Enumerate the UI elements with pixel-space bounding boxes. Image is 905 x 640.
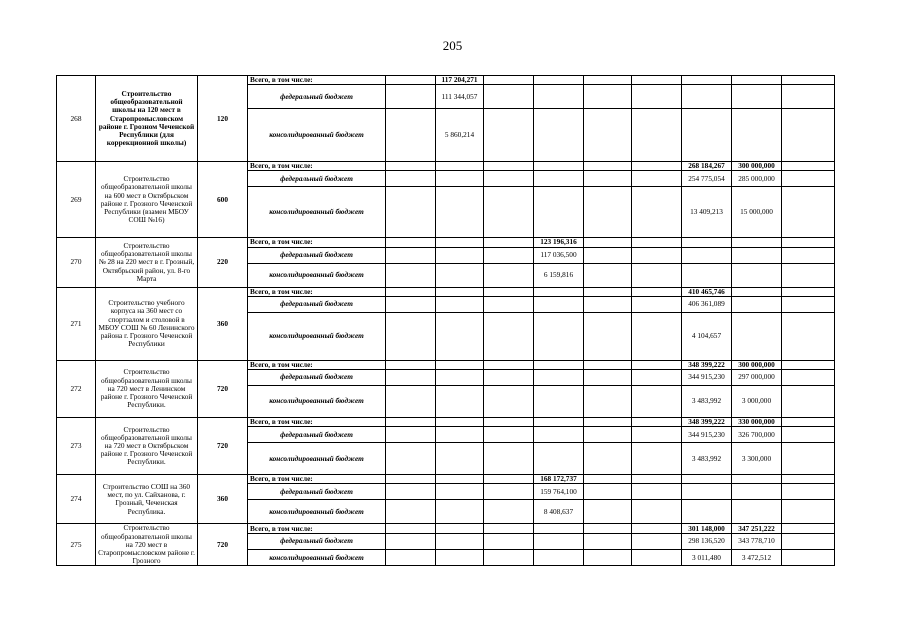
amount-cell: 3 011,480: [682, 550, 732, 566]
object-name: Строительство общеобразовательной школы на 720 мест в Старопромысловском районе г. Грозного: [96, 524, 198, 566]
amount-cell: 410 465,746: [682, 287, 732, 296]
empty-cell: [782, 443, 835, 475]
amount-cell: 3 000,000: [732, 386, 782, 418]
amount-cell: [534, 162, 584, 171]
funding-source: Всего, в том числе:: [248, 360, 386, 369]
row-number: 272: [57, 360, 96, 417]
empty-cell: [386, 360, 436, 369]
capacity: 600: [198, 162, 248, 238]
empty-cell: [584, 427, 632, 443]
empty-cell: [484, 427, 534, 443]
amount-cell: [436, 263, 484, 287]
empty-cell: [484, 370, 534, 386]
amount-cell: [732, 296, 782, 312]
empty-cell: [484, 524, 534, 533]
empty-cell: [386, 550, 436, 566]
empty-cell: [584, 443, 632, 475]
amount-cell: [534, 312, 584, 360]
row-number: 270: [57, 238, 96, 287]
amount-cell: [534, 296, 584, 312]
empty-cell: [782, 76, 835, 85]
empty-cell: [386, 500, 436, 524]
empty-cell: [782, 360, 835, 369]
amount-cell: 347 251,222: [732, 524, 782, 533]
empty-cell: [632, 370, 682, 386]
amount-cell: [534, 533, 584, 549]
empty-cell: [632, 524, 682, 533]
empty-cell: [584, 238, 632, 247]
empty-cell: [484, 360, 534, 369]
empty-cell: [386, 296, 436, 312]
empty-cell: [632, 162, 682, 171]
amount-cell: [682, 238, 732, 247]
empty-cell: [484, 247, 534, 263]
amount-cell: [534, 370, 584, 386]
empty-cell: [632, 187, 682, 238]
amount-cell: 268 184,267: [682, 162, 732, 171]
amount-cell: [732, 247, 782, 263]
empty-cell: [632, 287, 682, 296]
row-number: 271: [57, 287, 96, 360]
amount-cell: [534, 187, 584, 238]
amount-cell: 3 483,992: [682, 386, 732, 418]
empty-cell: [484, 533, 534, 549]
amount-cell: [682, 263, 732, 287]
funding-source: Всего, в том числе:: [248, 524, 386, 533]
amount-cell: [732, 500, 782, 524]
amount-cell: 300 000,000: [732, 360, 782, 369]
empty-cell: [782, 533, 835, 549]
empty-cell: [782, 475, 835, 484]
table-row: [57, 418, 835, 427]
empty-cell: [584, 76, 632, 85]
amount-cell: 348 399,222: [682, 418, 732, 427]
amount-cell: [436, 187, 484, 238]
empty-cell: [386, 247, 436, 263]
empty-cell: [782, 484, 835, 500]
amount-cell: [732, 287, 782, 296]
empty-cell: [782, 171, 835, 187]
amount-cell: [732, 263, 782, 287]
empty-cell: [782, 238, 835, 247]
empty-cell: [484, 263, 534, 287]
amount-cell: [534, 443, 584, 475]
empty-cell: [484, 238, 534, 247]
empty-cell: [632, 500, 682, 524]
empty-cell: [584, 247, 632, 263]
amount-cell: [682, 247, 732, 263]
funding-source: Всего, в том числе:: [248, 76, 386, 85]
empty-cell: [632, 533, 682, 549]
empty-cell: [632, 360, 682, 369]
empty-cell: [584, 550, 632, 566]
capacity: 720: [198, 524, 248, 566]
empty-cell: [484, 386, 534, 418]
empty-cell: [584, 162, 632, 171]
funding-source: федеральный бюджет: [248, 533, 386, 549]
row-number: 273: [57, 418, 96, 475]
empty-cell: [484, 296, 534, 312]
empty-cell: [386, 475, 436, 484]
empty-cell: [782, 287, 835, 296]
amount-cell: 13 409,213: [682, 187, 732, 238]
amount-cell: 117 036,500: [534, 247, 584, 263]
amount-cell: 123 196,316: [534, 238, 584, 247]
empty-cell: [782, 312, 835, 360]
amount-cell: [682, 109, 732, 162]
empty-cell: [484, 171, 534, 187]
funding-source: федеральный бюджет: [248, 247, 386, 263]
funding-source: консолидированный бюджет: [248, 550, 386, 566]
amount-cell: 168 172,737: [534, 475, 584, 484]
funding-source: консолидированный бюджет: [248, 187, 386, 238]
funding-source: федеральный бюджет: [248, 171, 386, 187]
table-row: [57, 524, 835, 533]
empty-cell: [782, 187, 835, 238]
empty-cell: [584, 263, 632, 287]
amount-cell: 117 204,271: [436, 76, 484, 85]
amount-cell: [732, 238, 782, 247]
amount-cell: 8 408,637: [534, 500, 584, 524]
amount-cell: 3 300,000: [732, 443, 782, 475]
amount-cell: [682, 484, 732, 500]
amount-cell: 297 000,000: [732, 370, 782, 386]
amount-cell: [534, 418, 584, 427]
empty-cell: [484, 76, 534, 85]
empty-cell: [632, 418, 682, 427]
empty-cell: [782, 550, 835, 566]
funding-source: Всего, в том числе:: [248, 162, 386, 171]
empty-cell: [484, 484, 534, 500]
empty-cell: [782, 85, 835, 109]
amount-cell: [436, 296, 484, 312]
empty-cell: [632, 312, 682, 360]
funding-source: консолидированный бюджет: [248, 312, 386, 360]
amount-cell: 159 764,100: [534, 484, 584, 500]
amount-cell: [436, 171, 484, 187]
empty-cell: [484, 162, 534, 171]
amount-cell: [732, 109, 782, 162]
capacity: 720: [198, 360, 248, 417]
amount-cell: [534, 427, 584, 443]
amount-cell: [682, 500, 732, 524]
amount-cell: [534, 386, 584, 418]
empty-cell: [782, 500, 835, 524]
table-row: [57, 287, 835, 296]
amount-cell: [534, 109, 584, 162]
empty-cell: [386, 533, 436, 549]
empty-cell: [584, 370, 632, 386]
empty-cell: [632, 550, 682, 566]
row-number: 268: [57, 76, 96, 162]
row-number: 274: [57, 475, 96, 524]
funding-source: Всего, в том числе:: [248, 238, 386, 247]
empty-cell: [782, 524, 835, 533]
empty-cell: [584, 171, 632, 187]
object-name: Строительство СОШ на 360 мест, по ул. Сайханова, г. Грозный, Чеченская Республика.: [96, 475, 198, 524]
amount-cell: [436, 475, 484, 484]
amount-cell: [534, 550, 584, 566]
amount-cell: 3 472,512: [732, 550, 782, 566]
amount-cell: 15 000,000: [732, 187, 782, 238]
empty-cell: [386, 162, 436, 171]
empty-cell: [782, 109, 835, 162]
amount-cell: 5 860,214: [436, 109, 484, 162]
table-row: [57, 475, 835, 484]
funding-source: консолидированный бюджет: [248, 386, 386, 418]
row-number: 269: [57, 162, 96, 238]
funding-source: Всего, в том числе:: [248, 475, 386, 484]
empty-cell: [386, 287, 436, 296]
empty-cell: [484, 500, 534, 524]
empty-cell: [484, 85, 534, 109]
amount-cell: [436, 287, 484, 296]
amount-cell: [436, 386, 484, 418]
amount-cell: [732, 76, 782, 85]
amount-cell: [436, 418, 484, 427]
amount-cell: [534, 85, 584, 109]
amount-cell: [682, 475, 732, 484]
empty-cell: [484, 418, 534, 427]
amount-cell: 3 483,992: [682, 443, 732, 475]
amount-cell: [436, 500, 484, 524]
empty-cell: [632, 85, 682, 109]
amount-cell: [436, 247, 484, 263]
funding-source: консолидированный бюджет: [248, 109, 386, 162]
table-row: [57, 238, 835, 247]
amount-cell: [436, 370, 484, 386]
empty-cell: [782, 162, 835, 171]
empty-cell: [782, 370, 835, 386]
empty-cell: [484, 443, 534, 475]
amount-cell: [534, 287, 584, 296]
amount-cell: 111 344,057: [436, 85, 484, 109]
empty-cell: [632, 484, 682, 500]
amount-cell: 301 148,000: [682, 524, 732, 533]
funding-source: Всего, в том числе:: [248, 287, 386, 296]
empty-cell: [632, 427, 682, 443]
empty-cell: [632, 296, 682, 312]
object-name: Строительство общеобразовательной школы на 720 мест в Октябрьском районе г. Грозного Чеченской Республики.: [96, 418, 198, 475]
amount-cell: 4 104,657: [682, 312, 732, 360]
amount-cell: [534, 360, 584, 369]
empty-cell: [386, 418, 436, 427]
amount-cell: [732, 85, 782, 109]
table-row: [57, 76, 835, 85]
amount-cell: [436, 484, 484, 500]
table-body: [57, 76, 835, 566]
empty-cell: [584, 287, 632, 296]
amount-cell: [436, 533, 484, 549]
empty-cell: [386, 76, 436, 85]
funding-source: федеральный бюджет: [248, 484, 386, 500]
empty-cell: [584, 109, 632, 162]
empty-cell: [484, 187, 534, 238]
funding-source: Всего, в том числе:: [248, 418, 386, 427]
amount-cell: 343 778,710: [732, 533, 782, 549]
capacity: 720: [198, 418, 248, 475]
page-number: 205: [442, 38, 463, 53]
object-name: Строительство общеобразовательной школы № 28 на 220 мест в г. Грозный, Октябрьский район, ул. 8-го Марта: [96, 238, 198, 287]
empty-cell: [386, 109, 436, 162]
amount-cell: [436, 550, 484, 566]
amount-cell: [534, 524, 584, 533]
empty-cell: [386, 238, 436, 247]
empty-cell: [782, 296, 835, 312]
empty-cell: [386, 171, 436, 187]
empty-cell: [632, 386, 682, 418]
table-row: [57, 360, 835, 369]
empty-cell: [584, 500, 632, 524]
amount-cell: [534, 76, 584, 85]
empty-cell: [632, 109, 682, 162]
financing-table: [56, 75, 835, 566]
empty-cell: [584, 386, 632, 418]
empty-cell: [782, 386, 835, 418]
amount-cell: [436, 238, 484, 247]
empty-cell: [584, 296, 632, 312]
empty-cell: [584, 418, 632, 427]
capacity: 220: [198, 238, 248, 287]
empty-cell: [386, 427, 436, 443]
amount-cell: [534, 171, 584, 187]
empty-cell: [782, 427, 835, 443]
funding-source: федеральный бюджет: [248, 427, 386, 443]
empty-cell: [632, 247, 682, 263]
empty-cell: [632, 171, 682, 187]
empty-cell: [484, 312, 534, 360]
empty-cell: [632, 238, 682, 247]
empty-cell: [386, 85, 436, 109]
object-name: Строительство общеобразовательной школы на 720 мест в Ленинском районе г. Грозного Чеченской Республики.: [96, 360, 198, 417]
empty-cell: [632, 475, 682, 484]
empty-cell: [386, 187, 436, 238]
empty-cell: [584, 312, 632, 360]
empty-cell: [782, 418, 835, 427]
capacity: 360: [198, 475, 248, 524]
empty-cell: [782, 263, 835, 287]
amount-cell: [682, 85, 732, 109]
amount-cell: 344 915,230: [682, 370, 732, 386]
amount-cell: [732, 475, 782, 484]
empty-cell: [484, 287, 534, 296]
empty-cell: [386, 263, 436, 287]
funding-source: федеральный бюджет: [248, 370, 386, 386]
empty-cell: [386, 386, 436, 418]
amount-cell: 254 775,054: [682, 171, 732, 187]
table-row: [57, 162, 835, 171]
funding-source: федеральный бюджет: [248, 296, 386, 312]
empty-cell: [632, 76, 682, 85]
amount-cell: [436, 162, 484, 171]
empty-cell: [782, 247, 835, 263]
amount-cell: 344 915,230: [682, 427, 732, 443]
object-name: Строительство учебного корпуса на 360 мест со спортзалом и столовой в МБОУ СОШ № 60 Ленинского района г. Грозного Чеченской Республики: [96, 287, 198, 360]
amount-cell: [436, 443, 484, 475]
object-name: Строительство общеобразовательной школы на 120 мест в Старопромысловском районе г. Грозном Чеченской Республики (для коррекционной школы): [96, 76, 198, 162]
amount-cell: [732, 484, 782, 500]
amount-cell: [436, 524, 484, 533]
amount-cell: [732, 312, 782, 360]
empty-cell: [386, 484, 436, 500]
empty-cell: [584, 85, 632, 109]
funding-source: консолидированный бюджет: [248, 443, 386, 475]
funding-source: консолидированный бюджет: [248, 263, 386, 287]
amount-cell: 6 159,816: [534, 263, 584, 287]
amount-cell: 298 136,520: [682, 533, 732, 549]
amount-cell: 285 000,000: [732, 171, 782, 187]
empty-cell: [632, 443, 682, 475]
amount-cell: 300 000,000: [732, 162, 782, 171]
amount-cell: 348 399,222: [682, 360, 732, 369]
amount-cell: [436, 312, 484, 360]
amount-cell: [436, 427, 484, 443]
amount-cell: [436, 360, 484, 369]
empty-cell: [484, 109, 534, 162]
amount-cell: 406 361,089: [682, 296, 732, 312]
empty-cell: [386, 312, 436, 360]
empty-cell: [584, 360, 632, 369]
empty-cell: [584, 484, 632, 500]
empty-cell: [584, 524, 632, 533]
empty-cell: [584, 187, 632, 238]
empty-cell: [484, 550, 534, 566]
funding-source: федеральный бюджет: [248, 85, 386, 109]
capacity: 360: [198, 287, 248, 360]
empty-cell: [584, 475, 632, 484]
row-number: 275: [57, 524, 96, 566]
funding-source: консолидированный бюджет: [248, 500, 386, 524]
amount-cell: [682, 76, 732, 85]
empty-cell: [584, 533, 632, 549]
empty-cell: [386, 524, 436, 533]
empty-cell: [632, 263, 682, 287]
amount-cell: 330 000,000: [732, 418, 782, 427]
object-name: Строительство общеобразовательной школы на 600 мест в Октябрьском районе г. Грозного Чеченской Республики (взамен МБОУ СОШ №16): [96, 162, 198, 238]
capacity: 120: [198, 76, 248, 162]
empty-cell: [386, 370, 436, 386]
empty-cell: [386, 443, 436, 475]
empty-cell: [484, 475, 534, 484]
amount-cell: 326 700,000: [732, 427, 782, 443]
